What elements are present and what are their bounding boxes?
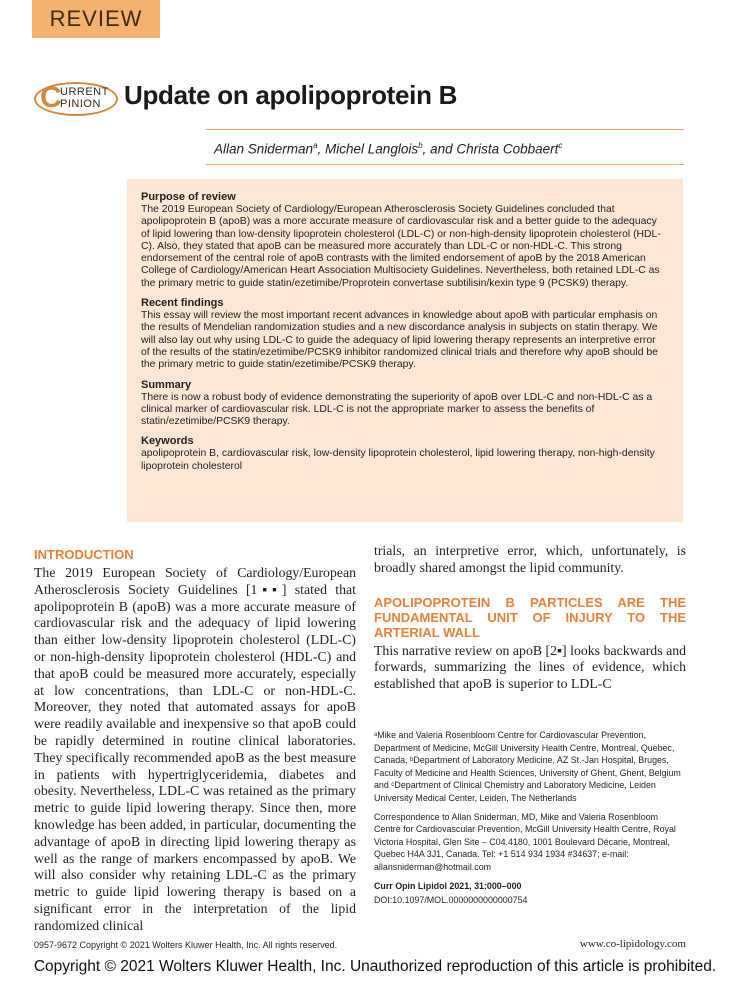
keywords-text: apolipoprotein B, cardiovascular risk, low-density lipoprotein cholesterol, lipid lowering therapy, non-high-density lipoprotein cholesterol xyxy=(141,448,655,472)
affiliations: ᵃMike and Valeria Rosenbloom Centre for Cardiovascular Prevention, Department of Medicine, McGill University Health Centre, Montreal, Quebec, Canada, ᵇDepartment of Laboratory Medicine, AZ St.-Jan Hospital, Bruges, Faculty of Medicine and Health Sciences, University of Ghent, Ghent, Belgium and ᶜDepartment of Clinical Chemistry and Laboratory Medicine, Leiden University Medical Center, Leiden, The Netherlands xyxy=(374,730,681,803)
author-affiliation: b xyxy=(418,141,423,150)
current-opinion-logo xyxy=(34,82,118,116)
introduction-heading: INTRODUCTION xyxy=(34,547,134,562)
introduction-text: The 2019 European Society of Cardiology/European Atherosclerosis Society Guidelines [1▪▪] stated that apolipoprotein B (apoB) was a more accurate measure of cardiovascular risk and the adequacy of lipid lowering than either low-density lipoprotein cholesterol (LDL-C) or non-high-density lipoprotein cholesterol (HDL-C) and that apoB could be measured more accurately, especially at low concentrations, than LDL-C or non-HDL-C. Moreover, they noted that automated assays for apoB were readily available and inexpensive so that apoB could be rapidly determined in routine clinical laboratories. They specifically recommended apoB as the best measure in patients with hypertriglyceridemia, diabetes and obesity. Nevertheless, LDL-C was retained as the primary metric to guide lipid lowering therapy. Since then, more knowledge has been added, in particular, documenting the advantage of apoB in directing lipid lowering therapy as well as the range of markers encompassed by apoB. We will also consider why retaining LDL-C as the primary metric to guide lipid lowering therapy is based on a significant error in the interpretation of the lipid randomized clinical xyxy=(34,565,356,933)
authors-rule xyxy=(206,164,684,165)
introduction-continued: trials, an interpretive error, which, unfortunately, is broadly shared amongst the lipid community. xyxy=(374,543,686,575)
author-name: Michel Langlois xyxy=(325,141,419,157)
author-affiliation: c xyxy=(558,141,563,150)
logo-line2: PINION xyxy=(60,98,101,110)
footer-issn: 0957-9672 Copyright © 2021 Wolters Kluwer Health, Inc. All rights reserved. xyxy=(34,940,338,950)
findings-text: This essay will review the most important recent advances in knowledge about apoB with particular emphasis on the results of Mendelian randomization studies and a new discordance analysis in subjects on statin therapy. We will also lay out why using LDL-C to guide the adequacy of lipid lowering therapy represents an interpretive error of the results of the statin/ezetimibe/PCSK9 inhibitor randomized clinical trials and therefore why apoB should be the primary metric to guide statin/ezetimibe/PCSK9 therapy. xyxy=(141,310,658,371)
footnotes xyxy=(374,729,686,913)
doi: DOI:10.1097/MOL.0000000000000754 xyxy=(374,895,528,906)
purpose-text: The 2019 European Society of Cardiology/European Atherosclerosis Society Guidelines concluded that apolipoprotein B (apoB) was a more accurate measure of cardiovascular risk and a better guide to the adequacy of lipid lowering than low-density lipoprotein cholesterol (LDL-C) or non-high-density lipoprotein cholesterol (HDL-C). Also, they stated that apoB can be measured more accurately than LDL-C or non-HDL-C. This strong endorsement of the central role of apoB contrasts with the limited endorsement of apoB by the 2018 American College of Cardiology/American Heart Association Multisociety Guidelines. Nevertheless, both retained LDL-C as the primary metric to guide statin/ezetimibe/Proprotein convertase subtilisin/kexin type 9 (PCSK9) therapy. xyxy=(141,204,661,289)
keywords-heading: Keywords xyxy=(141,435,194,448)
logo-line1: URRENT xyxy=(60,86,109,98)
author-list: Allan Sniderman$^a$, Michel Langlois$^b$, and Christa Cobbaert$^c$ xyxy=(214,141,563,157)
author-name: and Christa Cobbaert xyxy=(430,141,559,157)
purpose-heading: Purpose of review xyxy=(141,191,236,203)
logo-c: C xyxy=(40,81,62,114)
summary-heading: Summary xyxy=(141,378,192,391)
review-tab: REVIEW xyxy=(32,0,160,38)
abstract-box xyxy=(127,179,683,522)
title-rule xyxy=(206,129,684,130)
section-heading-apob: APOLIPOPROTEIN B PARTICLES ARE THE FUNDAMENTAL UNIT OF INJURY TO THE ARTERIAL WALL xyxy=(374,594,686,640)
author-affiliation: a xyxy=(313,141,318,150)
journal-citation: Curr Opin Lipidol 2021, 31:000–000 xyxy=(374,880,522,891)
section-text-apob: This narrative review on apoB [2▪] looks backwards and forwards, summarizing the lines of evidence, which established that apoB is superior to LDL-C xyxy=(374,642,686,692)
findings-heading: Recent findings xyxy=(141,297,224,310)
author-name: Allan Sniderman xyxy=(214,141,314,157)
left-column xyxy=(34,543,356,935)
journal-website-link[interactable]: www.co-lipidology.com xyxy=(579,938,686,950)
copyright-notice: Copyright © 2021 Wolters Kluwer Health, Inc. Unauthorized reproduction of this article is prohibited. xyxy=(33,958,717,975)
right-column xyxy=(374,543,686,693)
article-title: Update on apolipoprotein B xyxy=(124,80,458,110)
correspondence: Correspondence to Allan Sniderman, MD, Mike and Valeria Rosenbloom Centre for Cardiovascular Prevention, McGill University Health Centre, Royal Victoria Hospital, Glen Site – C04.4180, 1001 Boulevard Décarie, Montreal, Quebec H4A 3J1, Canada. Tel: +1 514 934 1934 #34637; e-mail: allansniderman@hotmail.com xyxy=(374,811,676,872)
summary-text: There is now a robust body of evidence demonstrating the superiority of apoB over LDL-C and non-HDL-C as a clinical marker of cardiovascular risk. LDL-C is not the appropriate marker to assess the benefits of statin/ezetimibe/PCSK9 therapy. xyxy=(141,391,653,428)
